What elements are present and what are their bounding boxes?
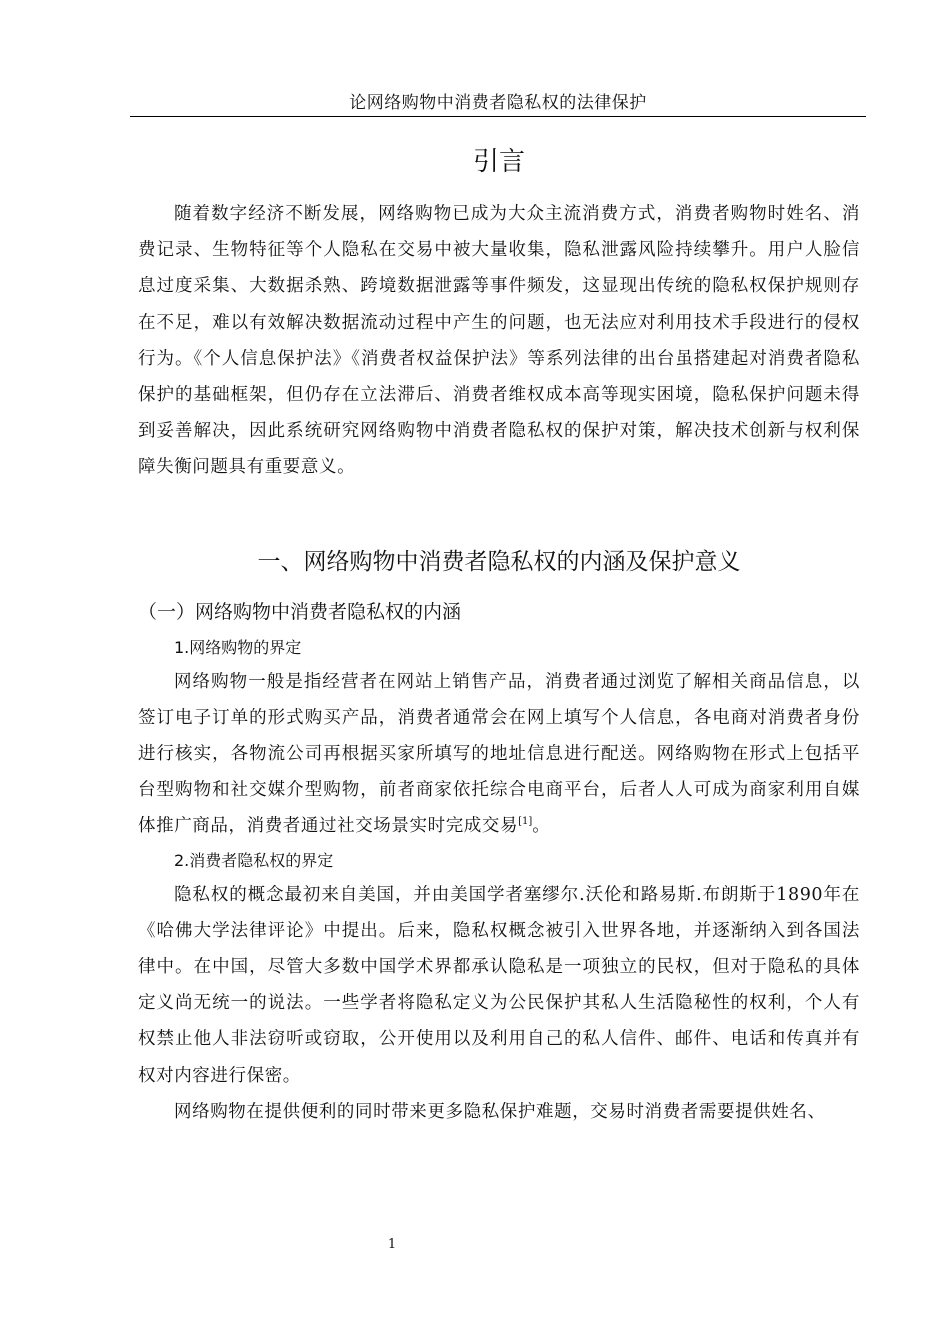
subsection-title-privacy-right: 2.消费者隐私权的界定	[174, 850, 334, 870]
section-title: （一）网络购物中消费者隐私权的内涵	[138, 600, 462, 623]
page-content	[138, 140, 860, 1130]
header-rule	[130, 116, 866, 117]
online-shopping-text: 网络购物一般是指经营者在网站上销售产品，消费者通过浏览了解相关商品信息，以签订电子订单的形式购买产品，消费者通常会在网上填写个人信息，各电商对消费者身份进行核实，各物流公司再根据买家所填写的地址信息进行配送。网络购物在形式上包括平台型购物和社交媒介型购物，前者商家依托综合电商平台，后者人人可成为商家利用自媒体推广商品，消费者通过社交场景实时完成交易	[138, 671, 860, 837]
page-number: 1	[387, 1237, 397, 1252]
online-shopping-paragraph	[138, 664, 860, 845]
privacy-right-paragraph: 隐私权的概念最初来自美国，并由美国学者塞缪尔.沃伦和路易斯.布朗斯于1890年在《哈佛大学法律评论》中提出。后来，隐私权概念被引入世界各地，并逐渐纳入到各国法律中。在中国，尽管大多数中国学术界都承认隐私是一项独立的民权，但对于隐私的具体定义尚无统一的说法。一些学者将隐私定义为公民保护其私人生活隐秘性的权利，个人有权禁止他人非法窃听或窃取，公开使用以及利用自己的私人信件、邮件、电话和传真并有权对内容进行保密。	[138, 884, 860, 1086]
online-shopping-text-end: 。	[532, 816, 551, 837]
citation-marker: [1]	[518, 816, 533, 828]
subsection-title-online-shopping: 1.网络购物的界定	[174, 637, 302, 657]
chapter-title: 一、网络购物中消费者隐私权的内涵及保护意义	[257, 548, 741, 575]
privacy-challenges-paragraph: 网络购物在提供便利的同时带来更多隐私保护难题，交易时消费者需要提供姓名、	[174, 1101, 826, 1122]
running-header: 论网络购物中消费者隐私权的法律保护	[349, 93, 647, 113]
intro-paragraph: 随着数字经济不断发展，网络购物已成为大众主流消费方式，消费者购物时姓名、消费记录、生物特征等个人隐私在交易中被大量收集，隐私泄露风险持续攀升。用户人脸信息过度采集、大数据杀熟、跨境数据泄露等事件频发，这显现出传统的隐私权保护规则存在不足，难以有效解决数据流动过程中产生的问题，也无法应对利用技术手段进行的侵权行为。《个人信息保护法》《消费者权益保护法》等系列法律的出台虽搭建起对消费者隐私保护的基础框架，但仍存在立法滞后、消费者维权成本高等现实困境，隐私保护问题未得到妥善解决，因此系统研究网络购物中消费者隐私权的保护对策，解决技术创新与权利保障失衡问题具有重要意义。	[138, 204, 860, 478]
intro-title: 引言	[472, 147, 525, 177]
